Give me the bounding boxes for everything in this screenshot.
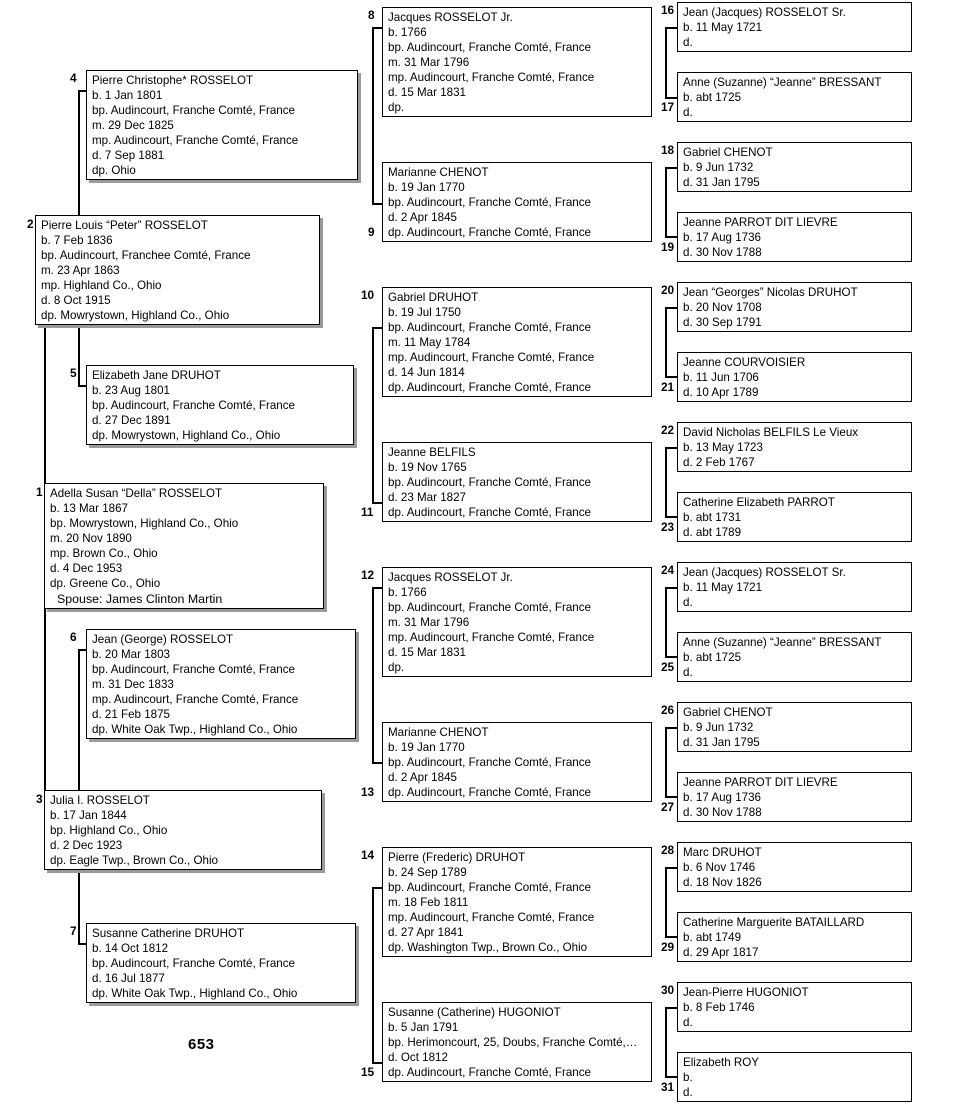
person-detail-14-4: d. 27 Apr 1841: [388, 926, 464, 940]
person-detail-11-1: bp. Audincourt, Franche Comté, France: [388, 476, 591, 490]
person-box-8[interactable]: [382, 7, 652, 117]
person-detail-20-0: b. 20 Nov 1708: [683, 301, 762, 315]
person-number-2: 2: [27, 217, 34, 231]
person-detail-10-2: m. 11 May 1784: [388, 336, 471, 350]
person-detail-7-0: b. 14 Oct 1812: [92, 942, 169, 956]
person-box-29[interactable]: [677, 912, 912, 962]
person-number-19: 19: [661, 240, 675, 254]
person-detail-15-2: d. Oct 1812: [388, 1051, 448, 1065]
person-detail-2-2: m. 23 Apr 1863: [41, 264, 120, 278]
person-detail-12-5: dp.: [388, 661, 405, 675]
person-number-15: 15: [361, 1065, 375, 1079]
person-box-28[interactable]: [677, 842, 912, 892]
person-detail-13-0: b. 19 Jan 1770: [388, 741, 465, 755]
person-detail-2-4: d. 8 Oct 1915: [41, 294, 111, 308]
person-detail-4-0: b. 1 Jan 1801: [92, 89, 163, 103]
connector-8-parents: [665, 27, 667, 98]
person-detail-17-0: b. abt 1725: [683, 91, 742, 105]
person-detail-16-0: b. 11 May 1721: [683, 21, 763, 35]
person-detail-19-1: d. 30 Nov 1788: [683, 246, 762, 260]
person-number-26: 26: [661, 703, 675, 717]
person-detail-9-2: d. 2 Apr 1845: [388, 211, 457, 225]
person-detail-25-1: d.: [683, 666, 693, 680]
person-number-24: 24: [661, 563, 675, 577]
connector-6-to-13: [372, 762, 382, 764]
connector-4-to-8: [372, 27, 382, 29]
person-box-23[interactable]: [677, 492, 912, 542]
connector-12-to-24: [665, 587, 677, 589]
person-box-6[interactable]: [86, 629, 356, 739]
person-box-19[interactable]: [677, 212, 912, 262]
person-number-22: 22: [661, 423, 675, 437]
person-detail-15-1: bp. Herimoncourt, 25, Doubs, Franche Comté,…: [388, 1036, 638, 1050]
person-detail-27-0: b. 17 Aug 1736: [683, 791, 762, 805]
connector-14-to-28: [665, 867, 677, 869]
connector-14-to-29: [665, 936, 677, 938]
person-name-13: Marianne CHENOT: [388, 726, 489, 739]
connector-8-to-16: [665, 27, 677, 29]
connector-9-to-19: [665, 236, 677, 238]
person-name-24: Jean (Jacques) ROSSELOT Sr.: [683, 566, 846, 579]
person-detail-5-3: dp. Mowrystown, Highland Co., Ohio: [92, 429, 281, 443]
person-name-8: Jacques ROSSELOT Jr.: [388, 11, 513, 24]
person-detail-15-0: b. 5 Jan 1791: [388, 1021, 459, 1035]
person-number-27: 27: [661, 800, 675, 814]
person-detail-4-5: dp. Ohio: [92, 164, 136, 178]
person-number-10: 10: [361, 288, 375, 302]
connector-15-to-30: [665, 1007, 677, 1009]
person-name-6: Jean (George) ROSSELOT: [92, 633, 234, 646]
person-detail-31-0: b.: [683, 1071, 693, 1085]
person-detail-8-4: d. 15 Mar 1831: [388, 86, 466, 100]
person-number-5: 5: [70, 366, 77, 380]
connector-5-to-10: [372, 327, 382, 329]
connector-6-to-12: [372, 587, 382, 589]
connector-4-parents: [372, 27, 374, 204]
person-detail-9-3: dp. Audincourt, Franche Comté, France: [388, 226, 591, 240]
person-number-8: 8: [368, 8, 375, 22]
person-detail-11-2: d. 23 Mar 1827: [388, 491, 466, 505]
connector-14-parents: [665, 867, 667, 937]
person-detail-8-5: dp.: [388, 101, 405, 115]
person-number-30: 30: [661, 983, 675, 997]
person-detail-5-1: bp. Audincourt, Franche Comté, France: [92, 399, 295, 413]
person-detail-12-3: mp. Audincourt, Franche Comté, France: [388, 631, 595, 645]
page-number: 653: [188, 1036, 215, 1053]
person-box-15[interactable]: [382, 1002, 652, 1082]
person-detail-2-3: mp. Highland Co., Ohio: [41, 279, 162, 293]
person-detail-9-1: bp. Audincourt, Franche Comté, France: [388, 196, 591, 210]
person-detail-19-0: b. 17 Aug 1736: [683, 231, 762, 245]
person-name-26: Gabriel CHENOT: [683, 706, 773, 719]
connector-9-to-18: [665, 167, 677, 169]
person-name-15: Susanne (Catherine) HUGONIOT: [388, 1006, 561, 1019]
person-detail-21-0: b. 11 Jun 1706: [683, 371, 759, 385]
person-number-16: 16: [661, 3, 675, 17]
person-name-25: Anne (Suzanne) “Jeanne” BRESSANT: [683, 636, 882, 649]
person-name-23: Catherine Elizabeth PARROT: [683, 496, 835, 509]
person-number-12: 12: [361, 568, 375, 582]
person-detail-7-1: bp. Audincourt, Franche Comté, France: [92, 957, 295, 971]
person-detail-1-4: d. 4 Dec 1953: [50, 562, 123, 576]
person-detail-14-3: mp. Audincourt, Franche Comté, France: [388, 911, 595, 925]
person-detail-2-5: dp. Mowrystown, Highland Co., Ohio: [41, 309, 230, 323]
person-detail-13-1: bp. Audincourt, Franche Comté, France: [388, 756, 591, 770]
person-name-12: Jacques ROSSELOT Jr.: [388, 571, 513, 584]
person-detail-1-3: mp. Brown Co., Ohio: [50, 547, 158, 561]
person-detail-5-0: b. 23 Aug 1801: [92, 384, 171, 398]
person-box-2[interactable]: [35, 215, 320, 325]
person-number-18: 18: [661, 143, 675, 157]
person-name-19: Jeanne PARROT DIT LIEVRE: [683, 216, 838, 229]
person-detail-6-1: bp. Audincourt, Franche Comté, France: [92, 663, 295, 677]
person-name-5: Elizabeth Jane DRUHOT: [92, 369, 221, 382]
person-name-20: Jean “Georges” Nicolas DRUHOT: [683, 286, 858, 299]
connector-9-parents: [665, 167, 667, 237]
connector-7-parents: [372, 887, 374, 1063]
person-box-16[interactable]: [677, 2, 912, 52]
person-detail-21-1: d. 10 Apr 1789: [683, 386, 759, 400]
person-detail-29-1: d. 29 Apr 1817: [683, 946, 759, 960]
person-detail-23-0: b. abt 1731: [683, 511, 742, 525]
person-detail-22-1: d. 2 Feb 1767: [683, 456, 755, 470]
person-detail-30-0: b. 8 Feb 1746: [683, 1001, 755, 1015]
person-detail-10-3: mp. Audincourt, Franche Comté, France: [388, 351, 595, 365]
person-detail-8-1: bp. Audincourt, Franche Comté, France: [388, 41, 591, 55]
person-box-10[interactable]: [382, 287, 652, 397]
person-box-12[interactable]: [382, 567, 652, 677]
connector-7-to-14: [372, 887, 382, 889]
person-detail-18-1: d. 31 Jan 1795: [683, 176, 760, 190]
person-detail-10-5: dp. Audincourt, Franche Comté, France: [388, 381, 591, 395]
person-detail-3-3: dp. Eagle Twp., Brown Co., Ohio: [50, 854, 218, 868]
person-detail-15-3: dp. Audincourt, Franche Comté, France: [388, 1066, 591, 1080]
person-detail-4-2: m. 29 Dec 1825: [92, 119, 174, 133]
person-detail-3-1: bp. Highland Co., Ohio: [50, 824, 168, 838]
person-detail-4-1: bp. Audincourt, Franche Comté, France: [92, 104, 295, 118]
person-detail-26-1: d. 31 Jan 1795: [683, 736, 760, 750]
connector-15-to-31: [665, 1076, 677, 1078]
person-detail-6-3: mp. Audincourt, Franche Comté, France: [92, 693, 299, 707]
person-detail-13-3: dp. Audincourt, Franche Comté, France: [388, 786, 591, 800]
person-number-3: 3: [36, 792, 43, 806]
connector-3-to-6: [78, 649, 86, 651]
person-box-26[interactable]: [677, 702, 912, 752]
person-detail-23-1: d. abt 1789: [683, 526, 742, 540]
person-detail-20-1: d. 30 Sep 1791: [683, 316, 762, 330]
person-name-21: Jeanne COURVOISIER: [683, 356, 806, 369]
person-name-9: Marianne CHENOT: [388, 166, 489, 179]
person-detail-6-5: dp. White Oak Twp., Highland Co., Ohio: [92, 723, 298, 737]
person-detail-2-1: bp. Audincourt, Francheе Comté, France: [41, 249, 251, 263]
person-detail-11-0: b. 19 Nov 1765: [388, 461, 467, 475]
connector-2-to-4: [78, 90, 86, 92]
person-name-18: Gabriel CHENOT: [683, 146, 773, 159]
person-detail-14-5: dp. Washington Twp., Brown Co., Ohio: [388, 941, 588, 955]
person-name-30: Jean-Pierre HUGONIOT: [683, 986, 809, 999]
person-name-28: Marc DRUHOT: [683, 846, 762, 859]
person-box-27[interactable]: [677, 772, 912, 822]
person-name-10: Gabriel DRUHOT: [388, 291, 479, 304]
person-number-9: 9: [368, 225, 375, 239]
person-box-14[interactable]: [382, 847, 652, 957]
person-detail-4-4: d. 7 Sep 1881: [92, 149, 165, 163]
person-number-7: 7: [70, 924, 77, 938]
person-detail-7-3: dp. White Oak Twp., Highland Co., Ohio: [92, 987, 298, 1001]
person-number-4: 4: [70, 71, 77, 85]
person-detail-14-2: m. 18 Feb 1811: [388, 896, 469, 910]
connector-2-to-5: [78, 385, 86, 387]
person-box-9[interactable]: [382, 162, 652, 242]
person-detail-28-0: b. 6 Nov 1746: [683, 861, 756, 875]
spouse-label-1: Spouse: James Clinton Martin: [57, 592, 223, 606]
connector-15-parents: [665, 1007, 667, 1077]
person-detail-16-1: d.: [683, 36, 693, 50]
connector-10-to-20: [665, 307, 677, 309]
connector-5-parents: [372, 327, 374, 503]
person-detail-12-4: d. 15 Mar 1831: [388, 646, 466, 660]
connector-12-parents: [665, 587, 667, 657]
person-box-11[interactable]: [382, 442, 652, 522]
person-detail-8-2: m. 31 Mar 1796: [388, 56, 470, 70]
person-number-20: 20: [661, 283, 675, 297]
person-name-11: Jeanne BELFILS: [388, 446, 476, 459]
connector-11-to-22: [665, 447, 677, 449]
person-number-28: 28: [661, 843, 675, 857]
person-detail-1-1: bp. Mowrystown, Highland Co., Ohio: [50, 517, 239, 531]
person-detail-11-3: dp. Audincourt, Franche Comté, France: [388, 506, 591, 520]
person-detail-3-2: d. 2 Dec 1923: [50, 839, 123, 853]
person-box-31[interactable]: [677, 1052, 912, 1102]
person-detail-26-0: b. 9 Jun 1732: [683, 721, 754, 735]
person-detail-13-2: d. 2 Apr 1845: [388, 771, 457, 785]
person-detail-12-1: bp. Audincourt, Franche Comté, France: [388, 601, 591, 615]
person-detail-31-1: d.: [683, 1086, 693, 1100]
person-number-25: 25: [661, 660, 675, 674]
connector-3-to-7: [78, 943, 86, 945]
person-box-17[interactable]: [677, 72, 912, 122]
person-name-27: Jeanne PARROT DIT LIEVRE: [683, 776, 838, 789]
person-detail-28-1: d. 18 Nov 1826: [683, 876, 762, 890]
person-detail-2-0: b. 7 Feb 1836: [41, 234, 113, 248]
person-detail-6-4: d. 21 Feb 1875: [92, 708, 170, 722]
person-detail-17-1: d.: [683, 106, 693, 120]
person-box-4[interactable]: [86, 70, 358, 180]
person-detail-1-2: m. 20 Nov 1890: [50, 532, 132, 546]
person-name-1: Adella Susan “Della” ROSSELOT: [50, 487, 223, 500]
person-number-31: 31: [661, 1080, 675, 1094]
connector-11-to-23: [665, 516, 677, 518]
person-box-18[interactable]: [677, 142, 912, 192]
person-box-5[interactable]: [86, 365, 354, 445]
person-number-14: 14: [361, 848, 375, 862]
connector-11-parents: [665, 447, 667, 517]
connector-13-to-26: [665, 727, 677, 729]
person-detail-7-2: d. 16 Jul 1877: [92, 972, 165, 986]
person-detail-18-0: b. 9 Jun 1732: [683, 161, 754, 175]
connector-10-to-21: [665, 376, 677, 378]
person-name-16: Jean (Jacques) ROSSELOT Sr.: [683, 6, 846, 19]
person-detail-22-0: b. 13 May 1723: [683, 441, 763, 455]
person-box-30[interactable]: [677, 982, 912, 1032]
person-box-21[interactable]: [677, 352, 912, 402]
person-name-2: Pierre Louis “Peter” ROSSELOT: [41, 219, 208, 232]
connector-13-to-27: [665, 796, 677, 798]
person-number-29: 29: [661, 940, 675, 954]
person-box-13[interactable]: [382, 722, 652, 802]
person-detail-24-0: b. 11 May 1721: [683, 581, 763, 595]
person-detail-29-0: b. abt 1749: [683, 931, 742, 945]
person-detail-1-5: dp. Greene Co., Ohio: [50, 577, 161, 591]
connector-7-to-15: [372, 1062, 382, 1064]
person-box-3[interactable]: [44, 790, 322, 870]
person-number-17: 17: [661, 100, 675, 114]
person-name-7: Susanne Catherine DRUHOT: [92, 927, 245, 940]
connector-12-to-25: [665, 656, 677, 658]
person-detail-27-1: d. 30 Nov 1788: [683, 806, 762, 820]
person-name-3: Julia I. ROSSELOT: [50, 794, 150, 807]
person-detail-14-1: bp. Audincourt, Franche Comté, France: [388, 881, 591, 895]
connector-13-parents: [665, 727, 667, 797]
person-detail-5-2: d. 27 Dec 1891: [92, 414, 171, 428]
person-detail-12-2: m. 31 Mar 1796: [388, 616, 470, 630]
person-detail-30-1: d.: [683, 1016, 693, 1030]
person-box-22[interactable]: [677, 422, 912, 472]
person-detail-1-0: b. 13 Mar 1867: [50, 502, 128, 516]
person-name-14: Pierre (Frederic) DRUHOT: [388, 851, 526, 864]
person-detail-8-0: b. 1766: [388, 26, 427, 40]
person-detail-6-0: b. 20 Mar 1803: [92, 648, 170, 662]
person-number-11: 11: [361, 505, 374, 519]
person-name-22: David Nicholas BELFILS Le Vieux: [683, 426, 859, 439]
person-box-25[interactable]: [677, 632, 912, 682]
person-detail-4-3: mp. Audincourt, Franche Comté, France: [92, 134, 299, 148]
person-number-13: 13: [361, 785, 375, 799]
person-detail-10-1: bp. Audincourt, Franche Comté, France: [388, 321, 591, 335]
person-box-20[interactable]: [677, 282, 912, 332]
person-detail-3-0: b. 17 Jan 1844: [50, 809, 127, 823]
person-detail-10-4: d. 14 Jun 1814: [388, 366, 465, 380]
person-detail-12-0: b. 1766: [388, 586, 427, 600]
person-detail-24-1: d.: [683, 596, 693, 610]
connector-8-to-17: [665, 97, 677, 99]
person-detail-14-0: b. 24 Sep 1789: [388, 866, 467, 880]
person-detail-10-0: b. 19 Jul 1750: [388, 306, 461, 320]
person-name-31: Elizabeth ROY: [683, 1056, 760, 1069]
person-name-29: Catherine Marguerite BATAILLARD: [683, 916, 865, 929]
connector-5-to-11: [372, 502, 382, 504]
person-detail-6-2: m. 31 Dec 1833: [92, 678, 174, 692]
person-box-24[interactable]: [677, 562, 912, 612]
connector-10-parents: [665, 307, 667, 377]
person-name-4: Pierre Christophe* ROSSELOT: [92, 74, 254, 87]
person-box-1[interactable]: [44, 483, 324, 609]
person-number-23: 23: [661, 520, 675, 534]
person-detail-8-3: mp. Audincourt, Franche Comté, France: [388, 71, 595, 85]
person-box-7[interactable]: [86, 923, 356, 1003]
person-detail-9-0: b. 19 Jan 1770: [388, 181, 465, 195]
person-number-1: 1: [36, 485, 43, 499]
connector-4-to-9: [372, 203, 382, 205]
person-name-17: Anne (Suzanne) “Jeanne” BRESSANT: [683, 76, 882, 89]
connector-6-parents: [372, 587, 374, 763]
person-detail-25-0: b. abt 1725: [683, 651, 742, 665]
person-number-6: 6: [70, 630, 77, 644]
person-number-21: 21: [661, 380, 675, 394]
